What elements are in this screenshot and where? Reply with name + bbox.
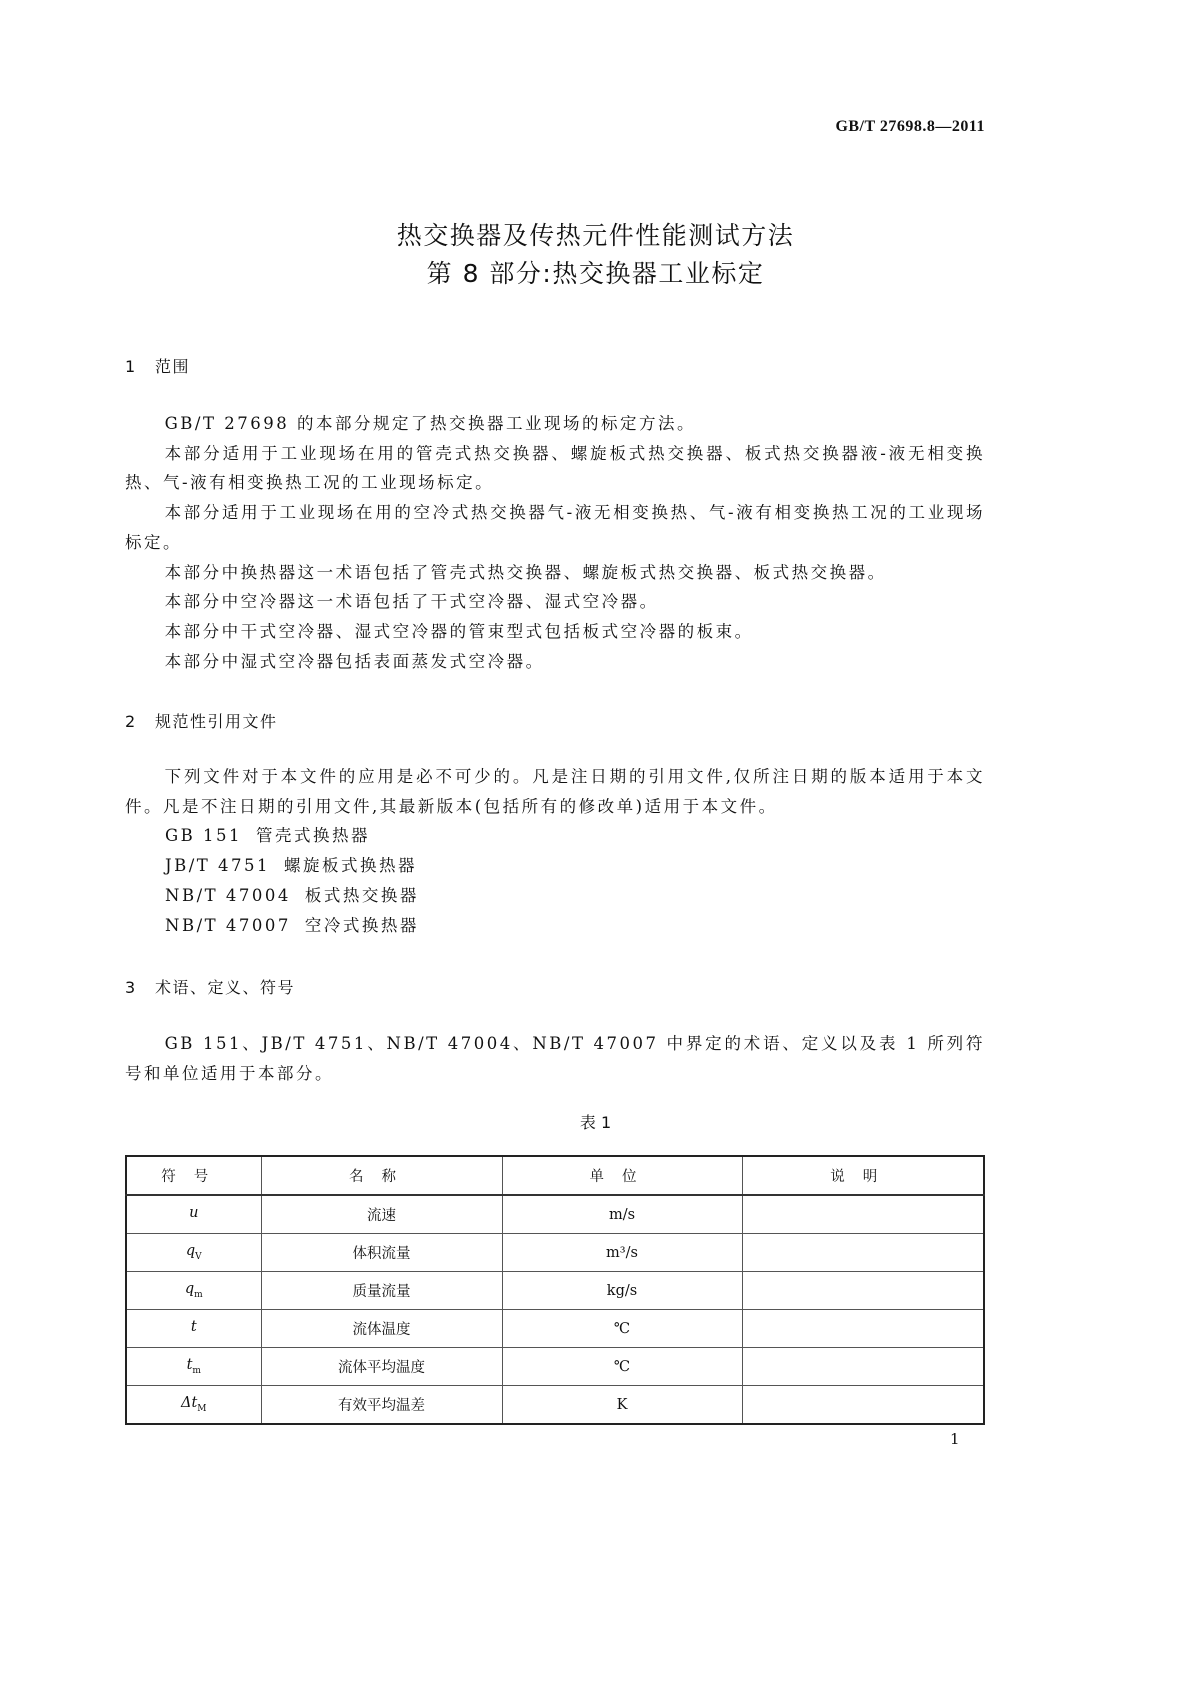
cell-unit: K	[502, 1386, 742, 1425]
table-row	[126, 1195, 984, 1234]
cell-note	[742, 1348, 984, 1386]
reference-item: NB/T 47007 空冷式换热器	[165, 915, 419, 935]
cell-note	[742, 1195, 984, 1234]
cell-name: 体积流量	[261, 1234, 502, 1272]
title-line-2: 第 8 部分:热交换器工业标定	[426, 259, 765, 288]
reference-item: NB/T 47004 板式热交换器	[165, 885, 419, 905]
cell-symbol: $\Delta t_M$	[126, 1386, 261, 1425]
cell-note	[742, 1272, 984, 1310]
cell-unit: kg/s	[502, 1272, 742, 1310]
reference-item: GB 151 管壳式换热器	[165, 826, 371, 846]
table-row	[126, 1272, 984, 1310]
table-row	[126, 1234, 984, 1272]
cell-unit: ℃	[502, 1310, 742, 1348]
table-caption: 表 1	[579, 1113, 612, 1132]
reference-item: JB/T 4751 螺旋板式换热器	[165, 856, 418, 876]
section-heading-2: 2 规范性引用文件	[125, 712, 278, 731]
paragraph: 本部分中空冷器这一术语包括了干式空冷器、湿式空冷器。	[164, 592, 659, 612]
cell-name: 质量流量	[261, 1272, 502, 1310]
table-row	[126, 1310, 984, 1348]
cell-name: 有效平均温差	[261, 1386, 502, 1425]
paragraph: 本部分中湿式空冷器包括表面蒸发式空冷器。	[164, 651, 545, 671]
header-symbol: 符号	[126, 1156, 261, 1195]
cell-unit: m³/s	[502, 1234, 742, 1272]
symbols-table	[125, 1155, 985, 1425]
cell-note	[742, 1234, 984, 1272]
section-1-body	[125, 409, 985, 676]
table-row	[126, 1386, 984, 1425]
paragraph: GB 151、JB/T 4751、NB/T 47004、NB/T 47007 中界定的术语、定义以及表 1 所列符号和单位适用于本部分。	[125, 1034, 985, 1083]
table-header-row	[126, 1156, 984, 1195]
section-heading-3: 3 术语、定义、符号	[125, 978, 296, 997]
paragraph: GB/T 27698 的本部分规定了热交换器工业现场的标定方法。	[164, 414, 696, 433]
paragraph: 本部分中换热器这一术语包括了管壳式热交换器、螺旋板式热交换器、板式热交换器。	[164, 562, 887, 582]
page-number: 1	[950, 1430, 960, 1448]
cell-symbol: u	[126, 1195, 261, 1234]
cell-symbol: $t_m$	[126, 1348, 261, 1386]
cell-note	[742, 1310, 984, 1348]
cell-note	[742, 1386, 984, 1425]
title-line-1: 热交换器及传热元件性能测试方法	[396, 221, 795, 250]
paragraph: 下列文件对于本文件的应用是必不可少的。凡是注日期的引用文件,仅所注日期的版本适用于本文件。凡是不注日期的引用文件,其最新版本(包括所有的修改单)适用于本文件。	[125, 767, 985, 816]
header-name: 名称	[261, 1156, 502, 1195]
cell-symbol: $q_V$	[126, 1234, 261, 1272]
header-note: 说明	[742, 1156, 984, 1195]
section-3-body	[125, 1029, 985, 1088]
cell-symbol: $q_m$	[126, 1272, 261, 1310]
cell-unit: ℃	[502, 1348, 742, 1386]
paragraph: 本部分适用于工业现场在用的空冷式热交换器气-液无相变换热、气-液有相变换热工况的工业现场标定。	[125, 503, 985, 552]
cell-symbol: t	[126, 1310, 261, 1348]
section-2-body	[125, 762, 985, 940]
standard-code: GB/T 27698.8—2011	[835, 118, 985, 135]
cell-name: 流体平均温度	[261, 1348, 502, 1386]
table-row	[126, 1348, 984, 1386]
header-unit: 单位	[502, 1156, 742, 1195]
section-heading-1: 1 范围	[125, 357, 191, 376]
paragraph: 本部分适用于工业现场在用的管壳式热交换器、螺旋板式热交换器、板式热交换器液-液无相变换热、气-液有相变换热工况的工业现场标定。	[125, 443, 985, 493]
cell-name: 流体温度	[261, 1310, 502, 1348]
cell-name: 流速	[261, 1195, 502, 1234]
paragraph: 本部分中干式空冷器、湿式空冷器的管束型式包括板式空冷器的板束。	[164, 621, 754, 641]
cell-unit: m/s	[502, 1195, 742, 1234]
